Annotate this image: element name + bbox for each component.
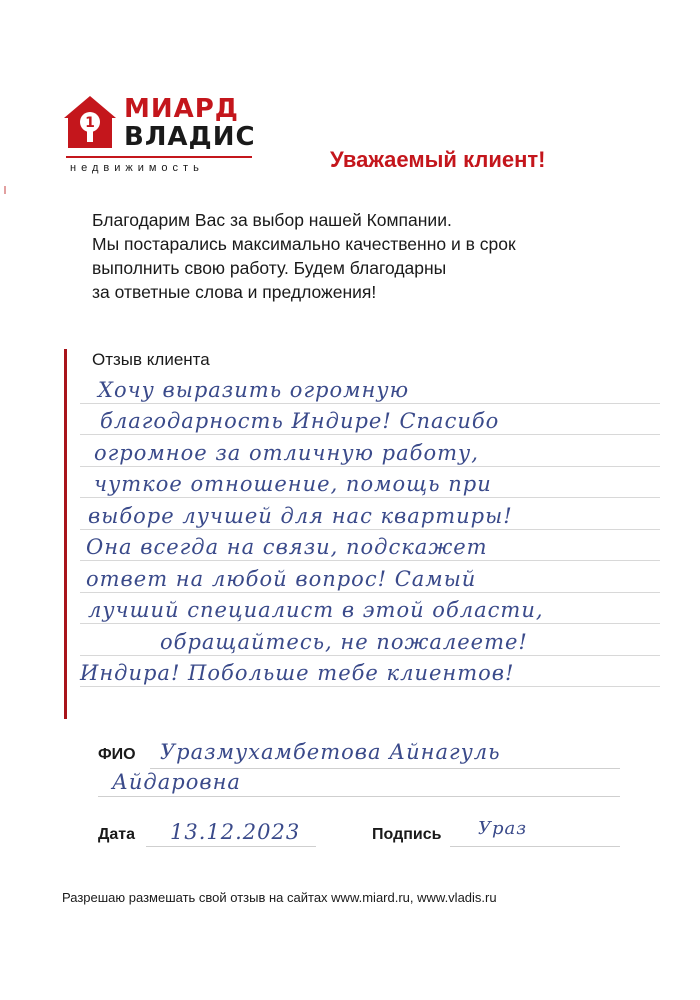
fio-value-line1: Уразмухамбетова Айнагуль: [160, 740, 501, 764]
house-key-icon: [62, 94, 118, 150]
intro-line: Мы постарались максимально качественно и в срок: [92, 234, 516, 254]
date-value: 13.12.2023: [170, 820, 301, 844]
review-handwritten-text: [80, 372, 660, 687]
review-line: Индира! Побольше тебе клиентов!: [80, 656, 660, 688]
signature-value: Ураз: [478, 818, 528, 839]
date-label: Дата: [98, 826, 136, 843]
intro-line: за ответные слова и предложения!: [92, 282, 377, 302]
consent-text: Разрешаю размешать свой отзыв на сайтах www.miard.ru, www.vladis.ru: [62, 890, 497, 905]
review-line: благодарность Индире! Спасибо: [80, 404, 660, 436]
fio-label: ФИО: [98, 746, 136, 763]
house-number: 1: [85, 115, 95, 131]
signature-label: Подпись: [372, 826, 442, 843]
review-line: Хочу выразить огромную: [80, 372, 660, 404]
intro-line: выполнить свою работу. Будем благодарны: [92, 258, 447, 278]
review-line: Она всегда на связи, подскажет: [80, 530, 660, 562]
review-line: ответ на любой вопрос! Самый: [80, 561, 660, 593]
date-line: [146, 846, 316, 847]
fio-line-1: [150, 768, 620, 769]
intro-line: Благодарим Вас за выбор нашей Компании.: [92, 210, 452, 230]
brand-logo: [62, 92, 262, 182]
fio-line-2: [98, 796, 620, 797]
review-title: Отзыв клиента: [92, 350, 210, 369]
brand-name-line1: МИАРД: [124, 94, 239, 124]
signature-line: [450, 846, 620, 847]
intro-text: [92, 208, 612, 304]
review-line: лучший специалист в этой области,: [80, 593, 660, 625]
brand-name-line2: ВЛАДИС: [124, 122, 256, 152]
edge-mark: [4, 186, 6, 194]
brand-tagline: недвижимость: [70, 162, 204, 174]
review-line: огромное за отличную работу,: [80, 435, 660, 467]
review-line: обращайтесь, не пожалеете!: [80, 624, 660, 656]
greeting-heading: Уважаемый клиент!: [330, 147, 546, 172]
review-line: чуткое отношение, помощь при: [80, 467, 660, 499]
brand-divider: [66, 156, 252, 158]
review-accent-bar: [64, 349, 67, 719]
fio-value-line2: Айдаровна: [112, 770, 241, 794]
review-line: выборе лучшей для нас квартиры!: [80, 498, 660, 530]
